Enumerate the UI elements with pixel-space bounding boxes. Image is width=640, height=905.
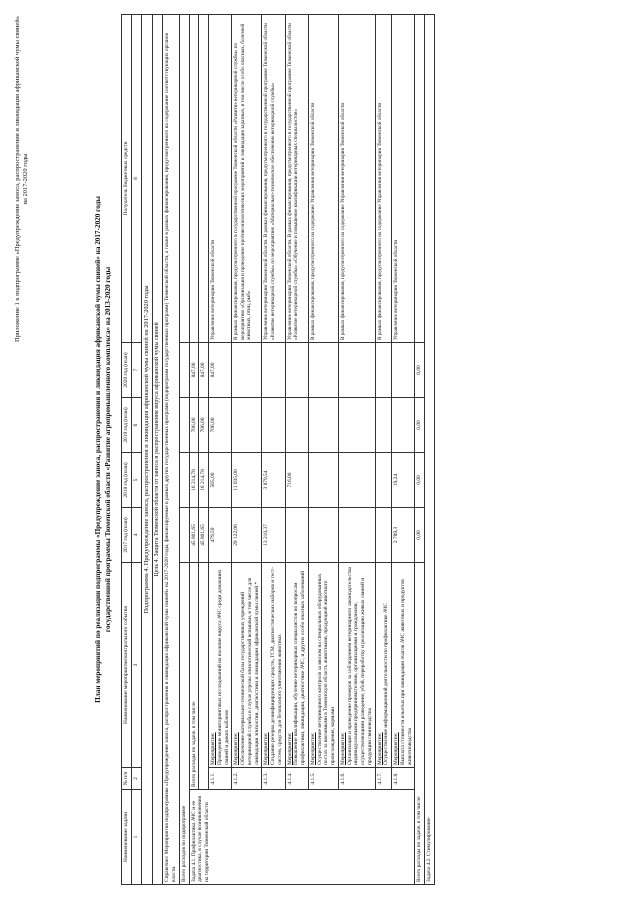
task1-total-row <box>189 14 199 884</box>
event-value-2018: 11 035,00 <box>232 453 262 508</box>
event-value-2019 <box>308 398 338 453</box>
event-cell <box>375 563 392 768</box>
title-line-1: План мероприятий по реализации подпрограммы «Предупреждение заноса, распространения и ликвидация африканской чумы свиней» на 2017-2020 годы <box>94 196 102 703</box>
table-row <box>262 14 285 884</box>
task1-name: Задача 4.1. Профилактика АЧС и ее диагностика, в случае возникновения на территории Тюменской области <box>189 790 415 885</box>
event-receiver: Управление ветеринарии Тюменской области. В рамках финансирования, предусмотренного в государственной программе Тюменской области «Развитие ветеринарной службы» «Обучение и повышение квалификации ветеринарных специалистов» <box>285 14 308 342</box>
event-value-2017 <box>285 508 308 563</box>
event-number: 4.1.3. <box>262 768 285 790</box>
event-value-2018 <box>338 453 375 508</box>
event-number: 4.1.1. <box>209 768 232 790</box>
event-cell <box>308 563 338 768</box>
event-value-2017 <box>308 508 338 563</box>
event-description: Осуществление информационной деятельности по профилактике АЧС <box>383 603 390 765</box>
table-row <box>285 14 308 884</box>
total-label: Всего расходов по подпрограмме <box>179 563 189 885</box>
event-title: Мероприятие: <box>263 732 270 765</box>
col-num: 7 <box>132 343 142 398</box>
task1-total-2020: 847,00 <box>189 343 199 398</box>
total-row <box>179 14 189 884</box>
event-value-2017 <box>375 508 392 563</box>
event-title: Мероприятие: <box>339 732 346 765</box>
event-receiver: В рамках финансирования, предусмотренного на содержание Управления ветеринарии Тюменской области <box>338 14 375 342</box>
event-value-2017: 2 789,3 <box>392 508 415 563</box>
column-number-row <box>132 14 142 884</box>
event-cell <box>262 563 285 768</box>
event-cell <box>392 563 415 768</box>
event-receiver: Управление ветеринарии Тюменской области <box>392 14 415 342</box>
event-number: 4.1.7. <box>375 768 392 790</box>
table-row <box>232 14 262 884</box>
event-number: 4.1.4. <box>285 768 308 790</box>
table-row <box>308 14 338 884</box>
event-value-2018: 716,00 <box>285 453 308 508</box>
event-title: Мероприятие: <box>393 732 400 765</box>
event-number: 4.1.2. <box>232 768 262 790</box>
task1-total-2019: 706,00 <box>189 398 199 453</box>
plan-table <box>92 14 435 885</box>
event-value-2020 <box>308 343 338 398</box>
task2-total-row <box>415 14 425 884</box>
event-value-2020 <box>262 343 285 398</box>
event-number: 4.1.6. <box>338 768 375 790</box>
table-row <box>209 14 232 884</box>
header-year-2019: 2019 год (план) <box>122 398 132 453</box>
header-num: № п/п <box>122 768 132 790</box>
event-description: Создание резерва дезинфицирующих средств, ГСМ, диагностических наборов и тест-систем, средств для безопасного уничтожения животных <box>270 567 283 765</box>
event-value-2019 <box>375 398 392 453</box>
event-number: 4.1.8. <box>392 768 415 790</box>
task2-total-2019: 0,00 <box>415 398 425 453</box>
event-value-2017: 29 122,06 <box>232 508 262 563</box>
header-year-2018: 2018 год (план) <box>122 453 132 508</box>
event-title: Мероприятие: <box>376 732 383 765</box>
event-value-2020: 847,00 <box>209 343 232 398</box>
event-cell <box>338 563 375 768</box>
event-number: 4.1.5. <box>308 768 338 790</box>
task1-total2-2018: 16 214,78 <box>199 453 209 508</box>
event-title: Мероприятие: <box>309 732 316 765</box>
event-cell <box>209 563 232 768</box>
event-value-2020 <box>285 343 308 398</box>
event-value-2019 <box>392 398 415 453</box>
col-num: 2 <box>132 768 142 790</box>
event-value-2019 <box>232 398 262 453</box>
col-num: 8 <box>132 14 142 342</box>
header-year-2017: 2017 год (план) <box>122 508 132 563</box>
event-description: Выплата стоимости изъятых при ликвидации очагов АЧС животных и продуктов животноводства <box>399 579 413 765</box>
appendix-note: Приложение 1 к подпрограмме «Предупреждение заноса, распространения и ликвидация африканской чумы свиней» на 2017-2020 годы <box>14 16 30 342</box>
header-receiver: Получатель бюджетных средств <box>122 14 132 342</box>
event-description: Проведение мониторинговых исследований на наличие вируса АЧС среди домашних свиней и диких кабанов <box>216 569 230 765</box>
table-row <box>375 14 392 884</box>
task2-name: Задача 4.2. Стимулирование <box>425 14 435 884</box>
event-value-2017: 13 210,37 <box>262 508 285 563</box>
task2-total-2020: 0,00 <box>415 343 425 398</box>
event-value-2019: 706,00 <box>209 398 232 453</box>
col-num: 1 <box>132 790 142 885</box>
event-receiver: В рамках финансирования, предусмотренного в государственной программе Тюменской области «Развитие ветеринарной службы» по мероприятию «Организация и проведение противоэпизоотических мероприятий и ликвидация заразных, в том числе особо опасных, болезней животных, птиц, рыб» <box>232 14 262 342</box>
event-value-2018: 19,24 <box>392 453 415 508</box>
document-title <box>92 14 122 884</box>
task1-total2-2017: 45 801,65 <box>199 508 209 563</box>
task2-total-2018: 0,00 <box>415 453 425 508</box>
event-value-2018 <box>308 453 338 508</box>
event-title: Мероприятие: <box>210 732 217 765</box>
event-description: Обеспечение материально-технической базы государственных учреждений ветеринарной службы в случае угрозы эпизоотической вспышки, в том числе для ликвидации эпизоотии, диагностики и ликвидации африканской чумы свиней * <box>240 577 260 765</box>
header-row <box>122 14 132 884</box>
event-title: Мероприятие: <box>286 732 293 765</box>
event-description: Повышение квалификации, обучение ветеринарных специалистов по вопросам профилактики, ликвидации, диагностике АЧС, и других особо опасных заболеваний <box>293 570 307 765</box>
col-num: 4 <box>132 508 142 563</box>
col-num: 5 <box>132 453 142 508</box>
task2-row <box>425 14 435 884</box>
task1-total-2017: 45 801,65 <box>189 508 199 563</box>
event-value-2019 <box>285 398 308 453</box>
event-value-2019 <box>338 398 375 453</box>
task2-total-label: Всего расходы по задаче, в том числе <box>415 563 425 885</box>
event-description: Осуществление ветеринарного контроля за ввозом на специальных оборудованных постах за ввозимыми в Тюменскую область животными, продукцией животного происхождения, кормами <box>316 573 337 765</box>
event-cell <box>285 563 308 768</box>
goal-title: Цель 4. Защита Тюменской области от заноса и распространения вируса африканской чумы свиней <box>152 14 163 884</box>
table-row <box>392 14 415 884</box>
event-cell <box>232 563 262 768</box>
reference-note: Справочно: Мероприятия подпрограммы «Предупреждение заноса, распространения и ликвидация африканской чумы свиней» на 2017-2020 годы, финансируемые в рамках других государственных программ (подпрограмм государственных программ) Тюменской области, а также в рамках финансирования, предусмотренного на содержание соответствующих органов власти. <box>163 14 180 884</box>
event-receiver: В рамках финансирования, предусмотренного на содержание Управления ветеринарии Тюменской области <box>308 14 338 342</box>
task1-total2-2020: 847,00 <box>199 343 209 398</box>
event-value-2020 <box>392 343 415 398</box>
header-year-2020: 2020 год (план) <box>122 343 132 398</box>
event-receiver: В рамках финансирования, предусмотренного на содержание Управления ветеринарии Тюменской области <box>375 14 392 342</box>
event-value-2020 <box>232 343 262 398</box>
header-event: Наименование мероприятия/контрольного события <box>122 563 132 768</box>
col-num: 6 <box>132 398 142 453</box>
task1-total-label: Всего расходы по задаче, в том числе <box>189 563 199 790</box>
header-task: Наименование задачи <box>122 790 132 885</box>
task1-total-row-2 <box>199 14 209 884</box>
event-receiver: Управление ветеринарии Тюменской области <box>209 14 232 342</box>
event-value-2018: 565,00 <box>209 453 232 508</box>
event-value-2017 <box>338 508 375 563</box>
event-value-2017: 479,59 <box>209 508 232 563</box>
event-title: Мероприятие: <box>233 732 240 765</box>
task2-total-2017: 0,00 <box>415 508 425 563</box>
event-description: Организация и проведение проверок за соблюдением ветеринарного законодательства индивидуальными предпринимателями, организациями и гражданами, осуществляющими разведение, убой, переработку и реализацию живых свиней и продукции свиноводства <box>346 566 373 765</box>
event-value-2018: 3 879,54 <box>262 453 285 508</box>
event-value-2019 <box>262 398 285 453</box>
task1-total-2018: 16 214,78 <box>189 453 199 508</box>
col-num: 3 <box>132 563 142 768</box>
event-value-2020 <box>375 343 392 398</box>
task1-total2-2019: 706,00 <box>199 398 209 453</box>
event-receiver: Управление ветеринарии Тюменской области. В рамках финансирования, предусмотренного в государственной программе Тюменской области «Развитие ветеринарной службы» по мероприятию «Материально-техническое обеспечение ветеринарной службы» <box>262 14 285 342</box>
event-value-2020 <box>338 343 375 398</box>
subprogram-title: Подпрограмма 4. Предупреждение заноса, распространения и ликвидация африканской чумы свиней на 2017-2020 годы <box>141 14 152 884</box>
title-line-2: государственной программы Тюменской области «Развитие агропромышленного комплекса» на 2013-2020 годы <box>103 266 112 633</box>
table-row <box>338 14 375 884</box>
event-value-2018 <box>375 453 392 508</box>
